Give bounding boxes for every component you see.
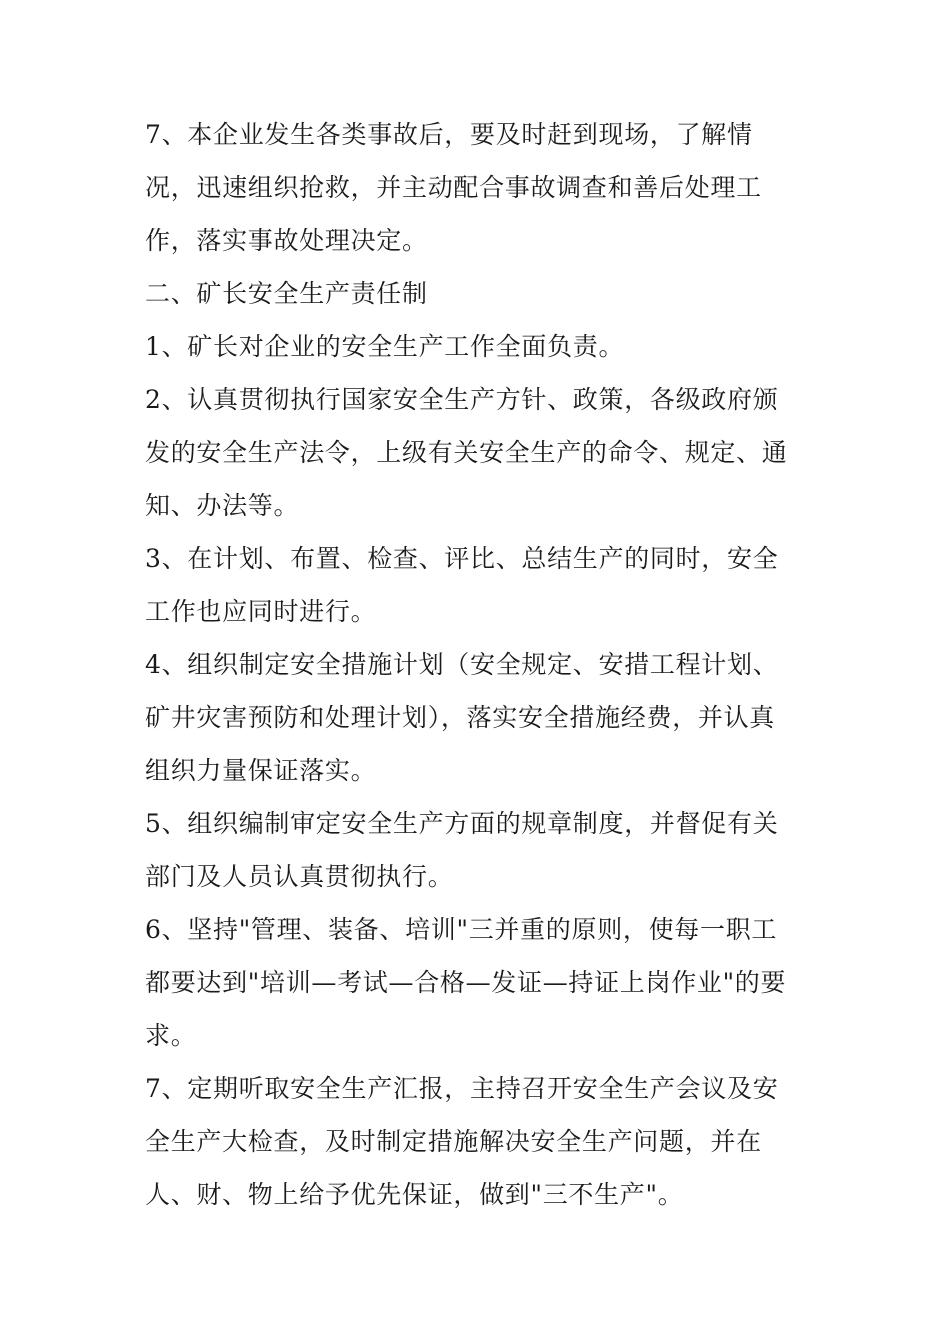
document-body [145, 108, 800, 1221]
paragraph-item-6: 6、坚持"管理、装备、培训"三并重的原则，使每一职工都要达到"培训—考试—合格—发证—持证上岗作业"的要求。 [145, 915, 787, 1050]
paragraph-item-2: 2、认真贯彻执行国家安全生产方针、政策，各级政府颁发的安全生产法令，上级有关安全生产的命令、规定、通知、办法等。 [145, 385, 788, 520]
section-heading-mine-director-responsibility: 二、矿长安全生产责任制 [145, 279, 428, 308]
paragraph-item-7: 7、定期听取安全生产汇报，主持召开安全生产会议及安全生产大检查，及时制定措施解决安全生产问题，并在人、财、物上给予优先保证，做到"三不生产"。 [145, 1074, 779, 1209]
paragraph-item-4: 4、组织制定安全措施计划（安全规定、安措工程计划、矿井灾害预防和处理计划），落实安全措施经费，并认真组织力量保证落实。 [145, 650, 779, 785]
paragraph-item-1: 1、矿长对企业的安全生产工作全面负责。 [145, 332, 625, 361]
paragraph-item-3: 3、在计划、布置、检查、评比、总结生产的同时，安全工作也应同时进行。 [145, 544, 779, 626]
paragraph-accident-handling: 7、本企业发生各类事故后，要及时赶到现场，了解情况，迅速组织抢救，并主动配合事故调查和善后处理工作，落实事故处理决定。 [145, 120, 762, 255]
paragraph-item-5: 5、组织编制审定安全生产方面的规章制度，并督促有关部门及人员认真贯彻执行。 [145, 809, 779, 891]
